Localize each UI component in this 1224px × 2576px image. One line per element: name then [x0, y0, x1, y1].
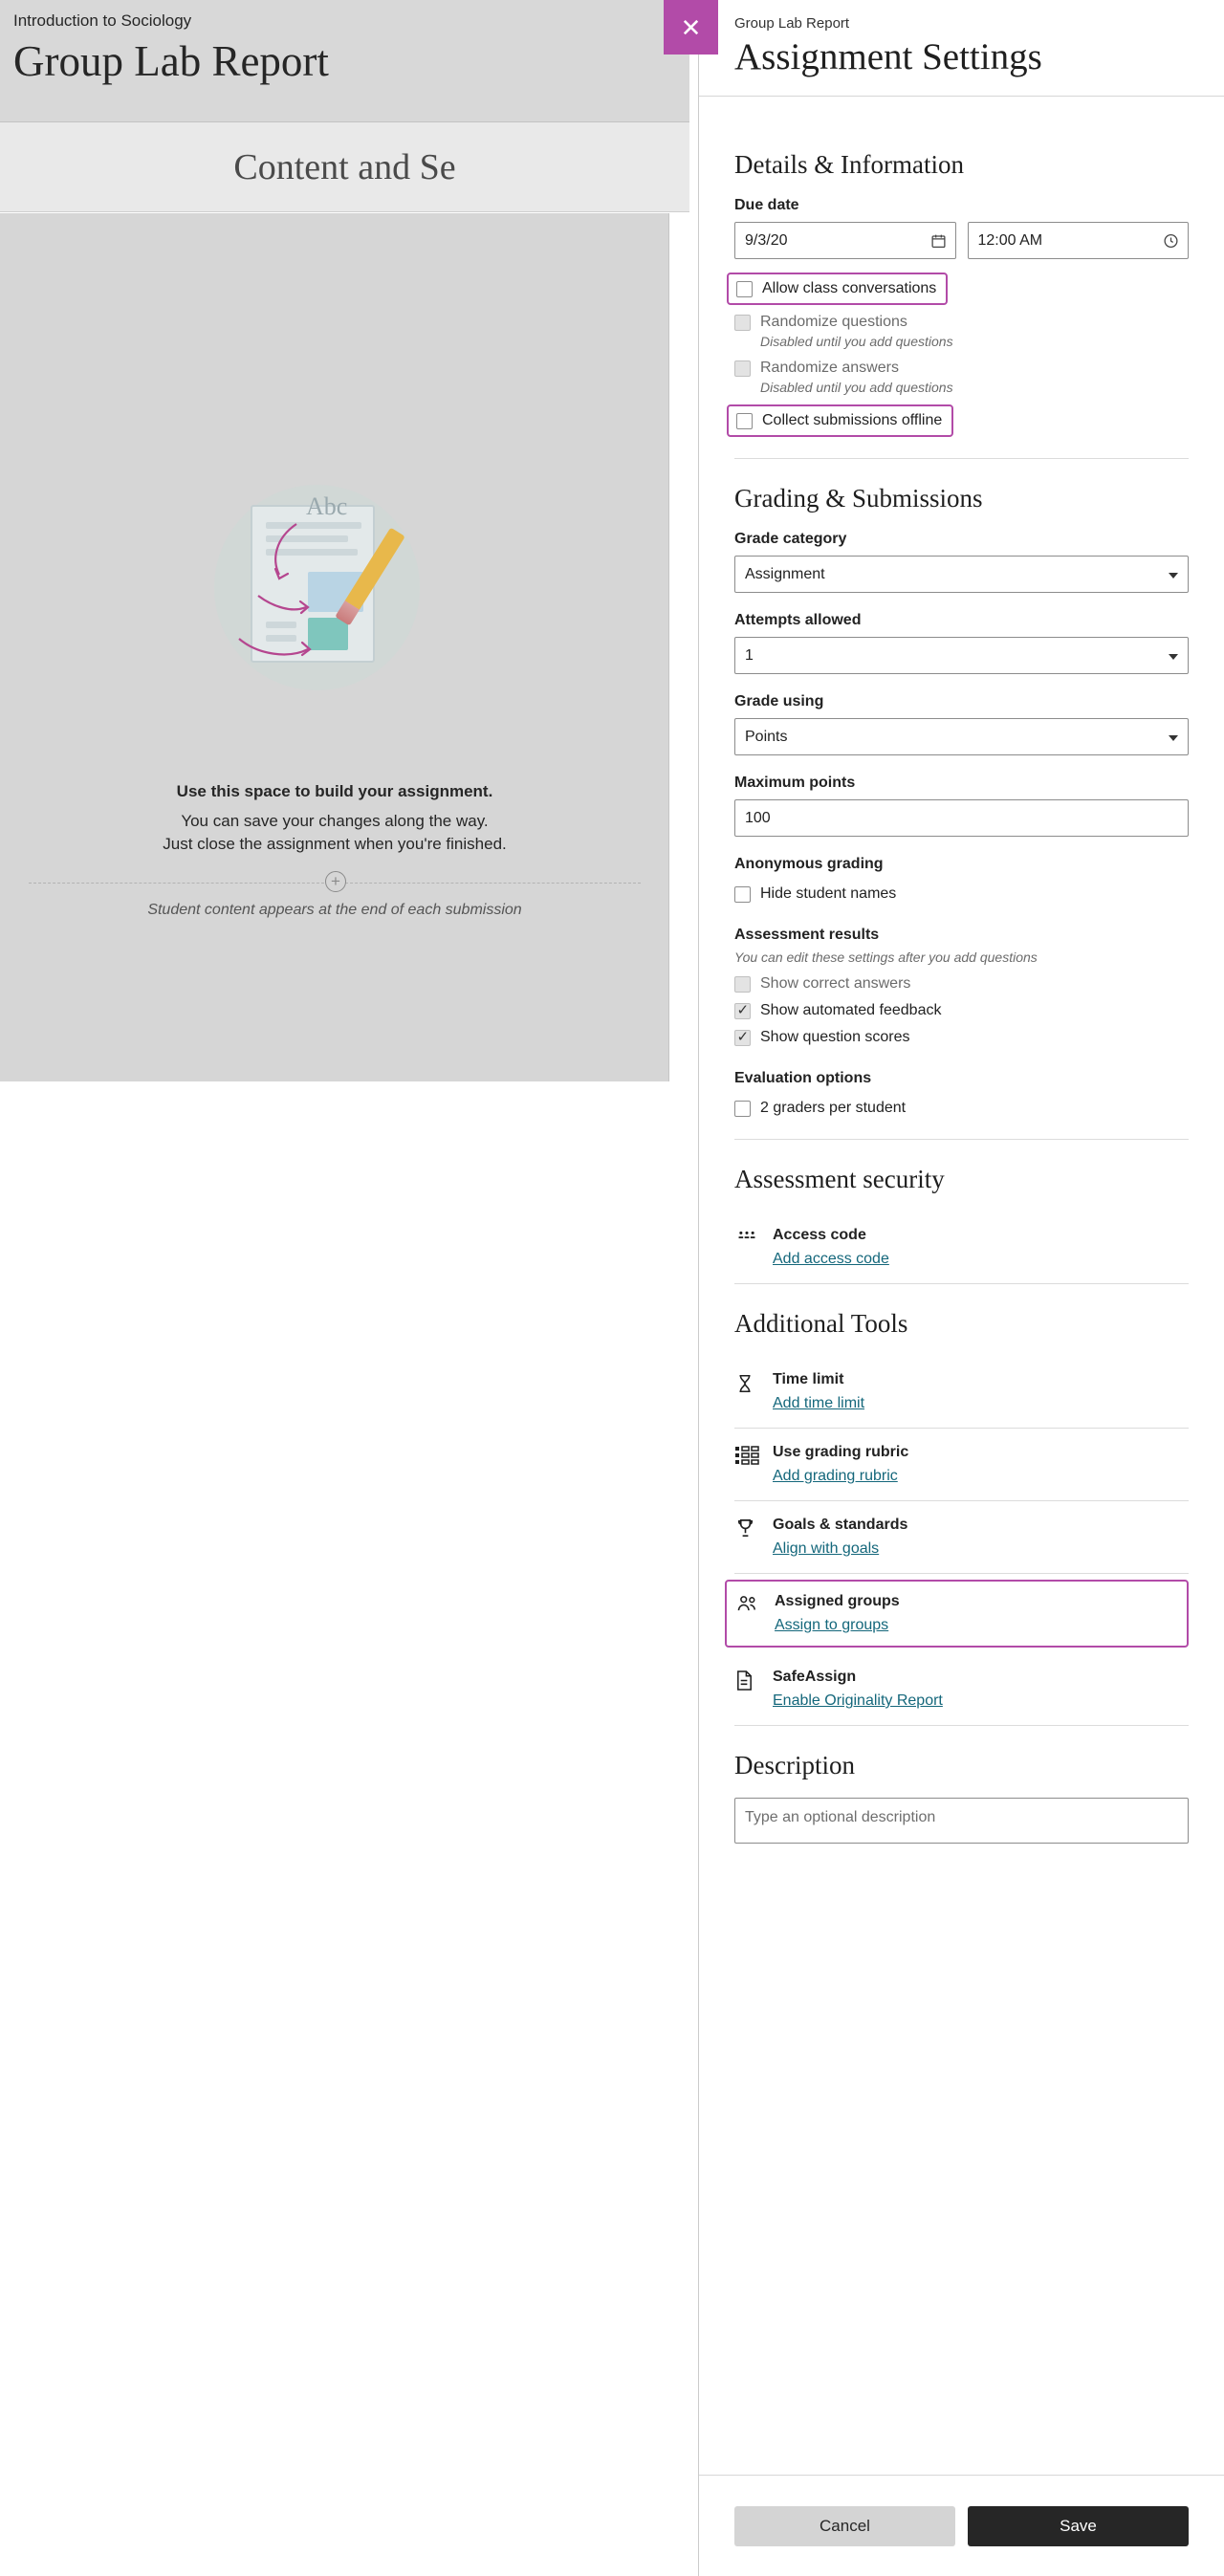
checkbox-box [734, 1101, 751, 1117]
empty-state-line-1: You can save your changes along the way. [181, 812, 489, 830]
tool-name: Time limit [773, 1371, 844, 1387]
content-settings-bar [0, 122, 689, 212]
randomize-questions-note: Disabled until you add questions [760, 334, 953, 349]
due-time-input[interactable] [968, 222, 1190, 259]
safeassign-icon [734, 1669, 759, 1696]
attempts-allowed-label: Attempts allowed [734, 612, 862, 628]
add-grading-rubric-link[interactable]: Add grading rubric [773, 1468, 898, 1484]
checkbox-label: 2 graders per student [760, 1100, 907, 1116]
checkbox-label: Collect submissions offline [762, 412, 943, 428]
randomize-questions-checkbox [734, 309, 1189, 336]
panel-title: Assignment Settings [734, 36, 1042, 77]
chevron-down-icon [1169, 654, 1178, 660]
checkbox-box [734, 360, 751, 377]
panel-header [699, 0, 1224, 97]
tool-access-code [734, 1212, 1189, 1284]
checkbox-label: Allow class conversations [762, 280, 937, 296]
collect-submissions-offline-checkbox[interactable] [727, 404, 953, 437]
checkbox-box [734, 976, 751, 993]
show-correct-answers-checkbox[interactable] [734, 971, 1189, 997]
hourglass-icon [734, 1371, 759, 1400]
grade-using-value: Points [745, 728, 788, 745]
breadcrumb[interactable]: Introduction to Sociology [13, 11, 192, 30]
attempts-allowed-select[interactable] [734, 637, 1189, 674]
grade-using-label: Grade using [734, 693, 824, 709]
tool-name: Use grading rubric [773, 1444, 909, 1460]
due-date-label: Due date [734, 197, 799, 213]
content-settings-label: Content and Se [233, 146, 456, 187]
empty-state-heading: Use this space to build your assignment. [176, 782, 493, 800]
rubric-icon [734, 1444, 759, 1471]
assessment-results-label: Assessment results [734, 927, 880, 943]
hide-student-names-checkbox[interactable] [734, 881, 1189, 907]
attempts-allowed-value: 1 [745, 646, 754, 664]
align-with-goals-link[interactable]: Align with goals [773, 1540, 880, 1557]
two-graders-per-student-checkbox[interactable] [734, 1095, 1189, 1122]
due-date-row [734, 222, 1189, 259]
checkbox-box [734, 315, 751, 331]
illustration-abc-text: Abc [306, 492, 348, 520]
section-heading-security: Assessment security [734, 1165, 945, 1193]
due-date-value: 9/3/20 [745, 231, 788, 249]
checkbox-label: Show question scores [760, 1029, 910, 1045]
maximum-points-value: 100 [745, 809, 771, 826]
checkbox-label: Randomize questions [760, 314, 907, 330]
tool-grading-rubric [734, 1429, 1189, 1501]
assignment-settings-panel [698, 0, 1224, 2576]
tool-time-limit [734, 1356, 1189, 1429]
enable-originality-report-link[interactable]: Enable Originality Report [773, 1692, 943, 1709]
checkbox-box [734, 886, 751, 903]
chevron-down-icon [1169, 735, 1178, 741]
save-button[interactable]: Save [968, 2506, 1189, 2546]
checkbox-label: Show correct answers [760, 975, 911, 992]
due-time-value: 12:00 AM [977, 231, 1043, 249]
grade-category-select[interactable] [734, 556, 1189, 593]
show-automated-feedback-checkbox[interactable] [734, 997, 1189, 1024]
tool-goals-standards [734, 1501, 1189, 1574]
clock-icon[interactable] [1163, 232, 1179, 249]
section-heading-grading: Grading & Submissions [734, 484, 983, 513]
checkbox-label: Show automated feedback [760, 1002, 942, 1018]
tool-name: SafeAssign [773, 1669, 857, 1685]
groups-icon [736, 1593, 761, 1619]
divider [734, 1139, 1189, 1140]
tool-assigned-groups[interactable] [725, 1580, 1189, 1648]
randomize-answers-note: Disabled until you add questions [760, 380, 953, 395]
chevron-down-icon [1169, 573, 1178, 579]
section-heading-description: Description [734, 1751, 855, 1779]
student-content-note: Student content appears at the end of each submission [147, 902, 522, 918]
add-time-limit-link[interactable]: Add time limit [773, 1395, 865, 1411]
checkbox-box [736, 413, 753, 429]
cancel-button[interactable]: Cancel [734, 2506, 955, 2546]
panel-footer [699, 2475, 1224, 2576]
assessment-results-note: You can edit these settings after you add questions [734, 950, 1038, 965]
tool-name: Assigned groups [775, 1593, 900, 1609]
evaluation-options-label: Evaluation options [734, 1070, 872, 1086]
randomize-answers-checkbox [734, 355, 1189, 382]
checkbox-label: Hide student names [760, 885, 897, 902]
checkbox-box [734, 1003, 751, 1019]
checkbox-box [734, 1030, 751, 1046]
goals-icon [734, 1517, 759, 1544]
maximum-points-input[interactable] [734, 799, 1189, 837]
tool-safeassign [734, 1653, 1189, 1726]
divider [734, 458, 1189, 459]
section-heading-details: Details & Information [734, 150, 964, 179]
checkbox-label: Randomize answers [760, 360, 899, 376]
section-heading-tools: Additional Tools [734, 1309, 908, 1338]
close-icon[interactable]: ✕ [664, 0, 718, 55]
assign-to-groups-link[interactable]: Assign to groups [775, 1617, 889, 1633]
assignment-canvas [0, 213, 669, 1081]
grade-category-value: Assignment [745, 565, 825, 582]
add-content-icon[interactable]: + [325, 871, 346, 892]
maximum-points-label: Maximum points [734, 775, 856, 791]
show-question-scores-checkbox[interactable] [734, 1024, 1189, 1051]
grade-using-select[interactable] [734, 718, 1189, 755]
illustration-arrows [201, 471, 473, 706]
allow-class-conversations-checkbox[interactable] [727, 273, 948, 305]
panel-eyebrow: Group Lab Report [734, 15, 850, 32]
access-code-icon [734, 1227, 759, 1252]
due-date-input[interactable] [734, 222, 956, 259]
course-header [0, 0, 689, 122]
tool-name: Access code [773, 1227, 866, 1243]
add-access-code-link[interactable]: Add access code [773, 1251, 889, 1267]
page-title: Group Lab Report [13, 37, 329, 85]
description-input[interactable]: Type an optional description [734, 1798, 1189, 1844]
grade-category-label: Grade category [734, 531, 847, 547]
tool-name: Goals & standards [773, 1517, 908, 1533]
empty-state-illustration [201, 471, 473, 706]
empty-state-line-2: Just close the assignment when you're finished. [163, 835, 507, 853]
calendar-icon[interactable] [930, 232, 947, 249]
checkbox-box [736, 281, 753, 297]
anonymous-grading-label: Anonymous grading [734, 856, 884, 872]
panel-body[interactable] [699, 125, 1224, 2475]
